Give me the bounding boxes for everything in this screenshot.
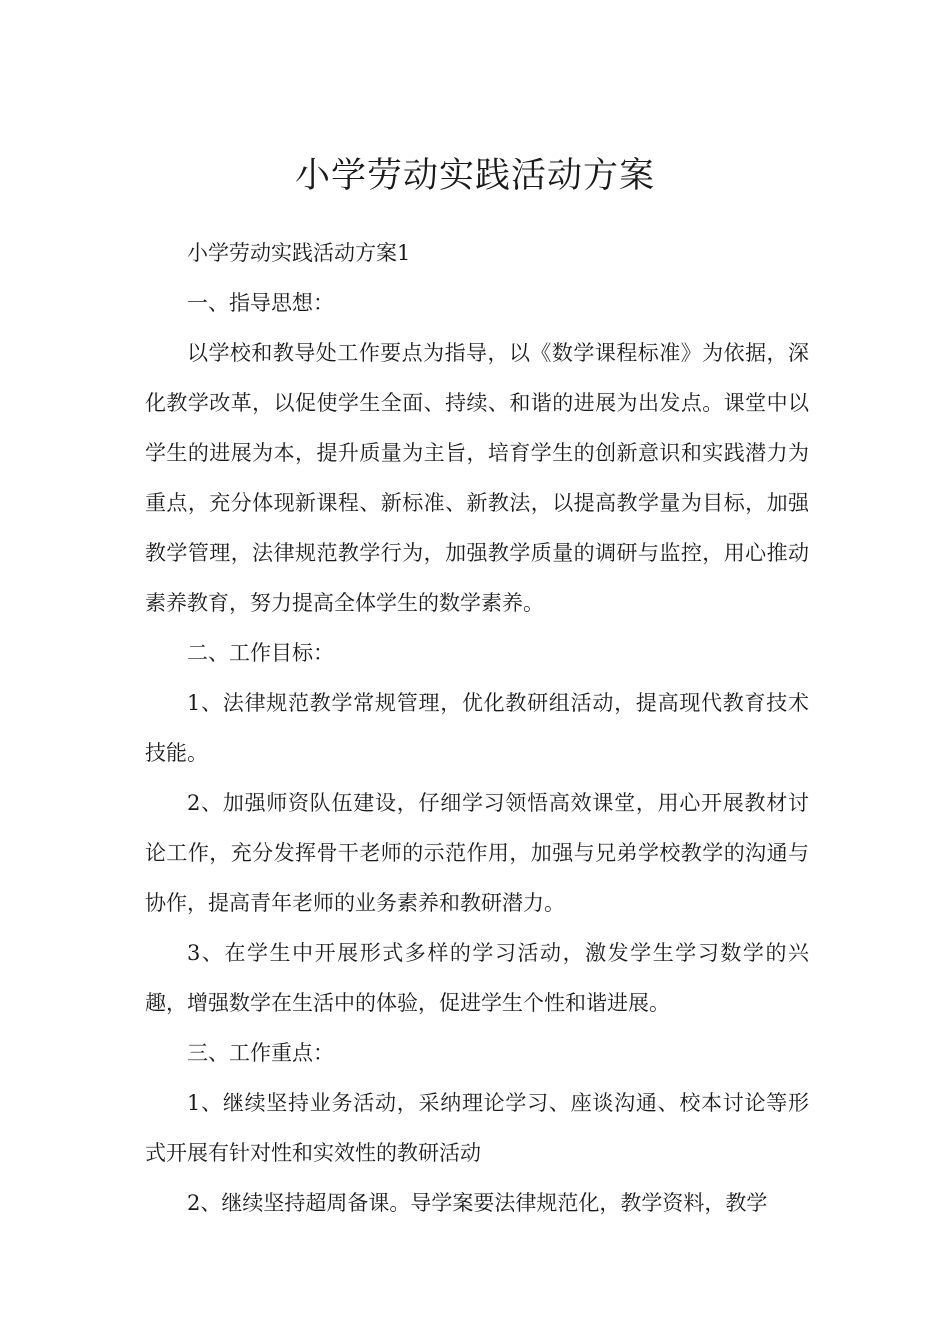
document-title: 小学劳动实践活动方案: [294, 156, 655, 197]
heading-work-focus: 三、工作重点：: [187, 1041, 334, 1065]
heading-work-goals: 二、工作目标：: [187, 641, 334, 665]
paragraph-guiding-thought: 以学校和教导处工作要点为指导，以《数学课程标准》为依据，深化教学改革，以促使学生全面、持续、和谐的进展为出发点。课堂中以学生的进展为本，提升质量为主旨，培育学生的创新意识和实践潜力为重点，充分体现新课程、新标准、新教法，以提高教学量为目标，加强教学管理，法律规范教学行为，加强教学质量的调研与监控，用心推动素养教育，努力提高全体学生的数学素养。: [145, 341, 809, 615]
section-subtitle: 小学劳动实践活动方案1: [187, 241, 411, 265]
heading-guiding-thought: 一、指导思想：: [187, 291, 334, 315]
paragraph-goal-2: 2、加强师资队伍建设，仔细学习领悟高效课堂，用心开展教材讨论工作，充分发挥骨干老师的示范作用，加强与兄弟学校教学的沟通与协作，提高青年老师的业务素养和教研潜力。: [145, 791, 809, 915]
paragraph-goal-1: 1、法律规范教学常规管理，优化教研组活动，提高现代教育技术技能。: [145, 691, 809, 765]
paragraph-goal-3: 3、在学生中开展形式多样的学习活动，激发学生学习数学的兴趣，增强数学在生活中的体验，促进学生个性和谐进展。: [145, 941, 809, 1015]
paragraph-focus-1: 1、继续坚持业务活动，采纳理论学习、座谈沟通、校本讨论等形式开展有针对性和实效性的教研活动: [145, 1091, 809, 1165]
document-body: [145, 228, 809, 1228]
paragraph-focus-2: 2、继续坚持超周备课。导学案要法律规范化，教学资料，教学: [187, 1191, 768, 1215]
